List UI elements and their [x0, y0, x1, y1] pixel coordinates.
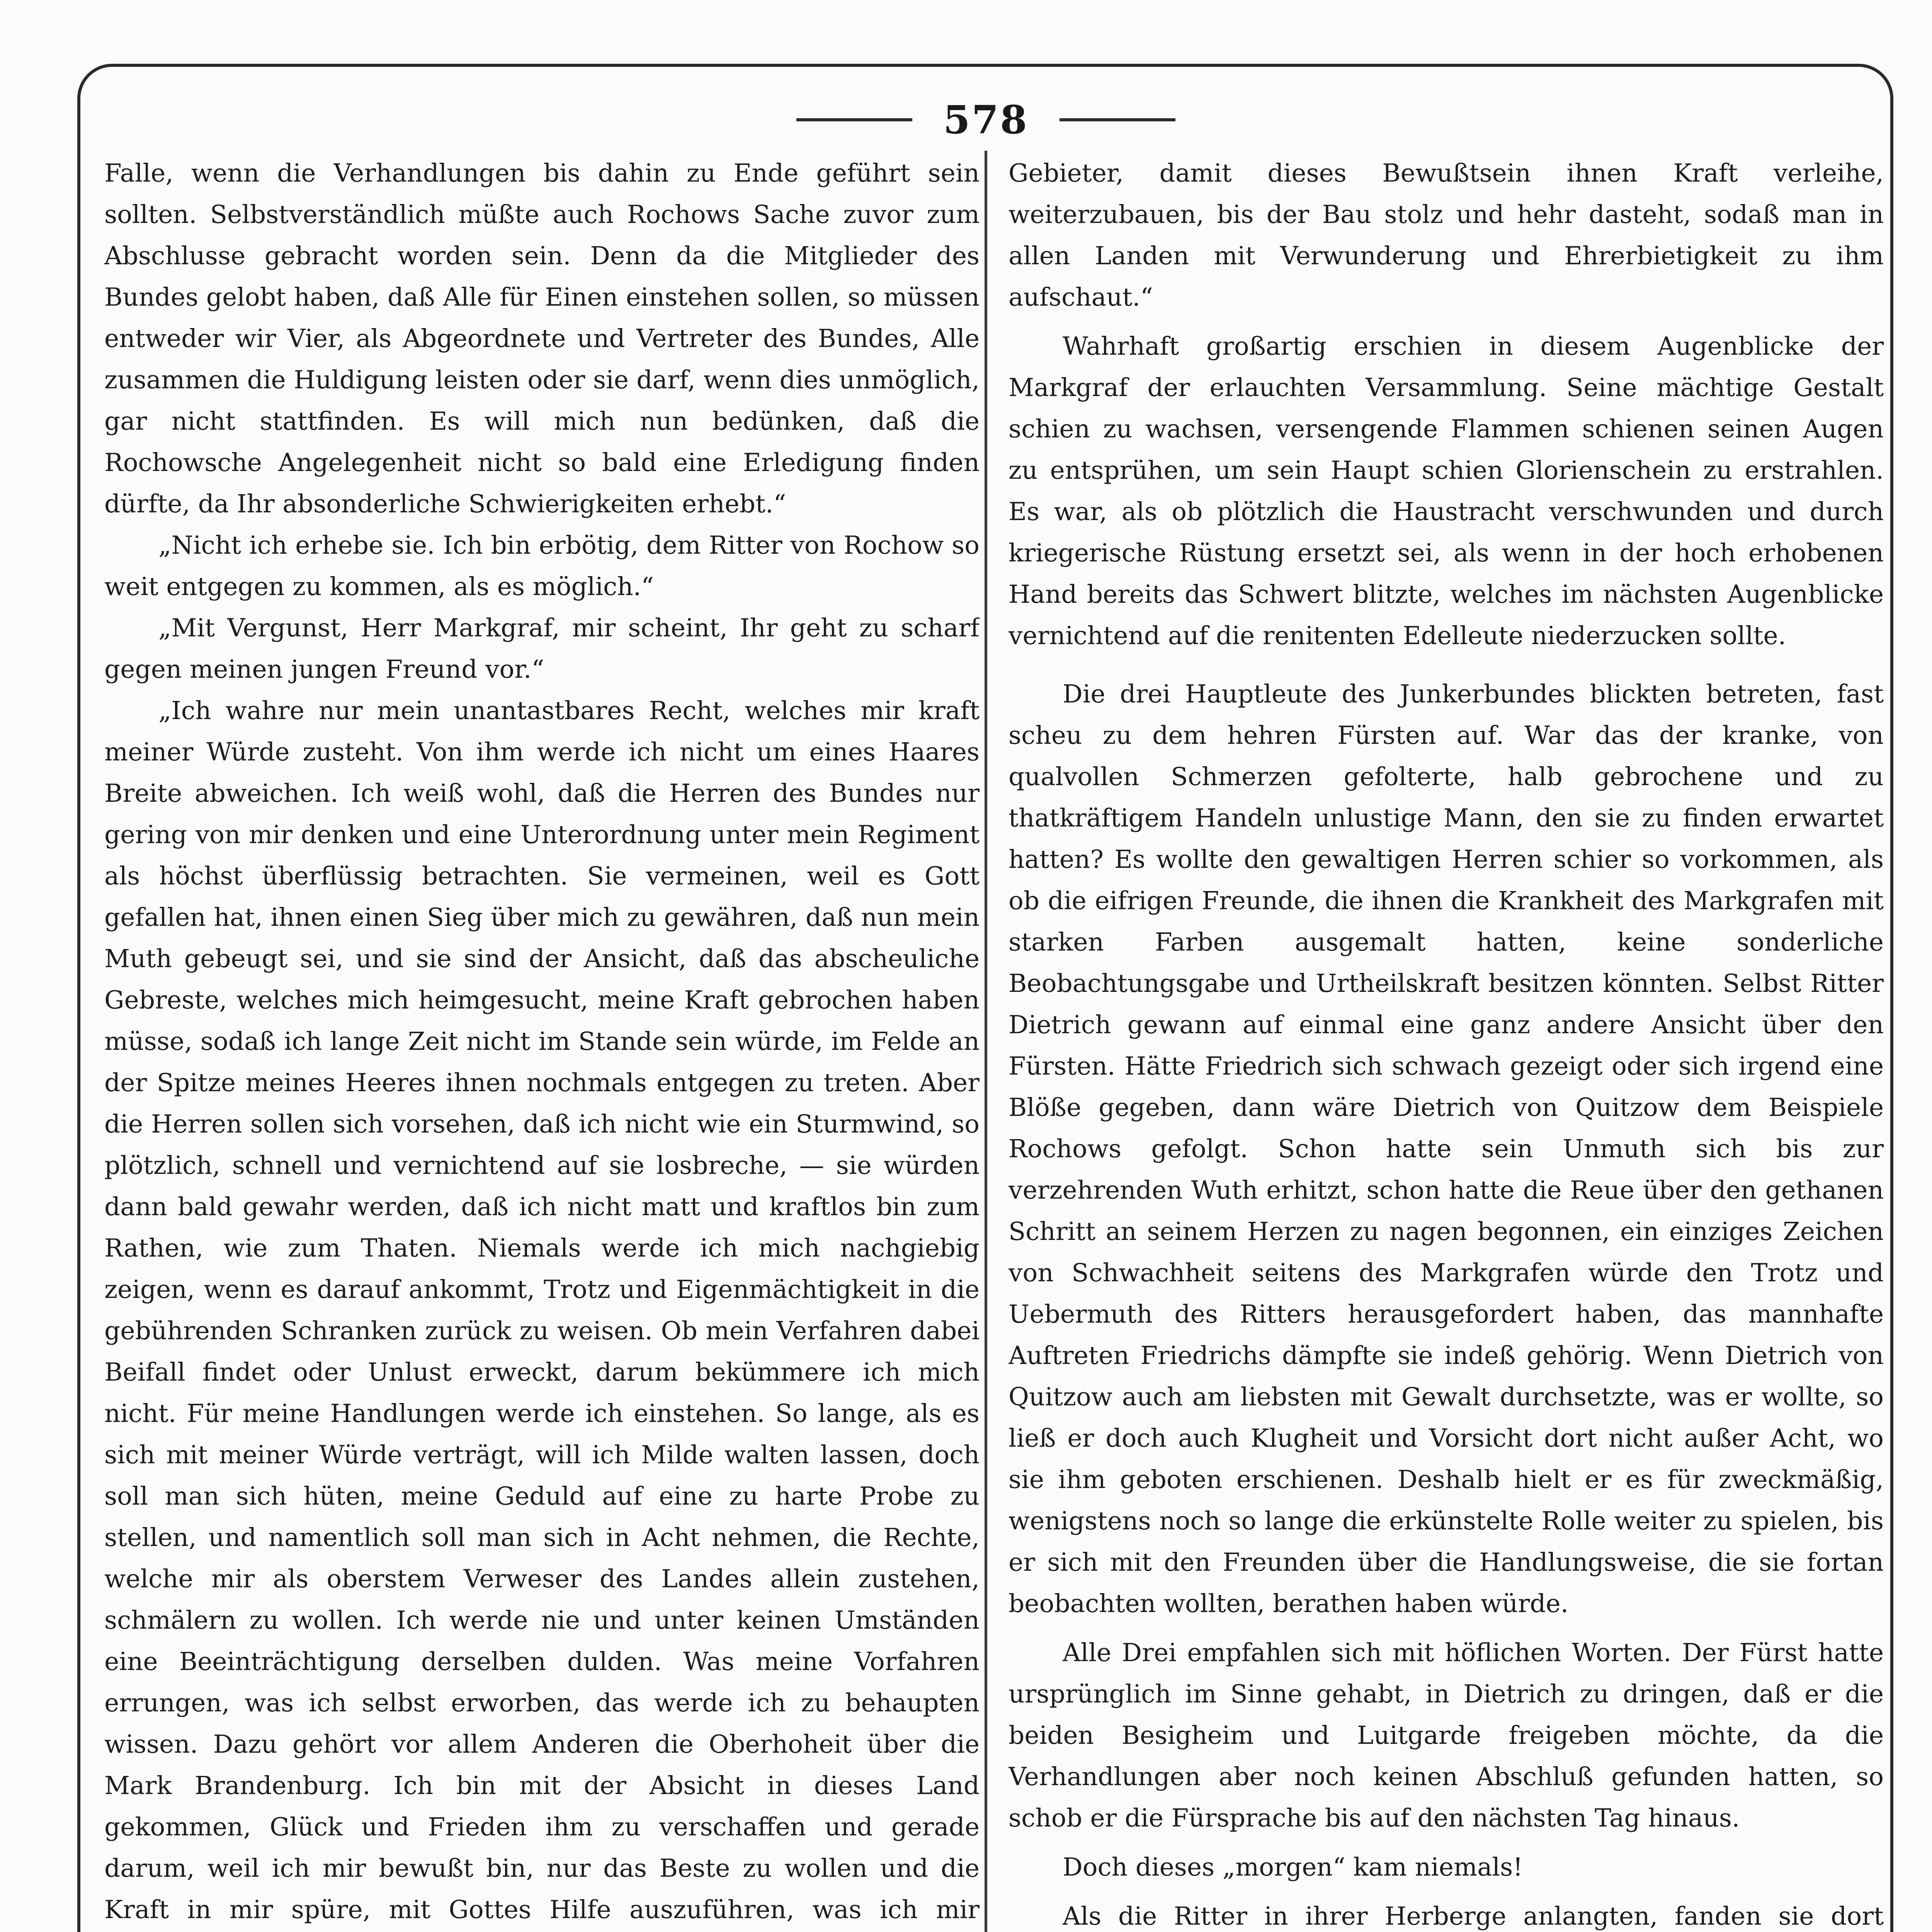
- left-column: [104, 153, 980, 1932]
- paragraph: Falle, wenn die Verhandlungen bis dahin zu Ende geführt sein sollten. Selbstverständlich müßte auch Rochows Sache zuvor zum Abschlusse gebracht worden sein. Denn da die Mitglieder des Bundes gelobt haben, daß Alle für Einen einstehen sollen, so müssen entweder wir Vier, als Abgeordnete und Vertreter des Bundes, Alle zusammen die Huldigung leisten oder sie darf, wenn dies unmöglich, gar nicht stattfinden. Es will mich nun bedünken, daß die Rochowsche Angelegenheit nicht so bald eine Erledigung finden dürfte, da Ihr absonderliche Schwierigkeiten erhebt.“: [104, 159, 980, 519]
- paragraph: Alle Drei empfahlen sich mit höflichen Worten. Der Fürst hatte ursprünglich im Sinne gehabt, in Dietrich zu dringen, daß er die beiden Besigheim und Luitgarde freigeben möchte, da die Verhandlungen aber noch keinen Abschluß gefunden hatten, so schob er die Fürsprache bis auf den nächsten Tag hinaus.: [1009, 1638, 1884, 1833]
- paragraph: „Mit Vergunst, Herr Markgraf, mir scheint, Ihr geht zu scharf gegen meinen jungen Freund vor.“: [104, 614, 980, 684]
- paragraph: Doch dieses „morgen“ kam niemals!: [1063, 1853, 1523, 1882]
- paragraph: Gebieter, damit dieses Bewußtsein ihnen Kraft verleihe, weiterzubauen, bis der Bau stolz und hehr dasteht, sodaß man in allen Landen mit Verwunderung und Ehrerbietigkeit zu ihm aufschaut.“: [1009, 159, 1884, 312]
- right-column: [1009, 153, 1884, 1932]
- paragraph: Die drei Hauptleute des Junkerbundes blickten betreten, fast scheu zu dem hehren Fürsten auf. War das der kranke, von qualvollen Schmerzen gefolterte, halb gebrochene und zu thatkräftigem Handeln unlustige Mann, den sie zu finden erwartet hatten? Es wollte den gewaltigen Herren schier so vorkommen, als ob die eifrigen Freunde, die ihnen die Krankheit des Markgrafen mit starken Farben ausgemalt hatten, keine sonderliche Beobachtungsgabe und Urtheilskraft besitzen könnten. Selbst Ritter Dietrich gewann auf einmal eine ganz andere Ansicht über den Fürsten. Hätte Friedrich sich schwach gezeigt oder sich irgend eine Blöße gegeben, dann wäre Dietrich von Quitzow dem Beispiele Rochows gefolgt. Schon hatte sein Unmuth sich bis zur verzehrenden Wuth erhitzt, schon hatte die Reue über den gethanen Schritt an seinem Herzen zu nagen begonnen, ein einziges Zeichen von Schwachheit seitens des Markgrafen würde den Trotz und Uebermuth des Ritters herausgefordert haben, das mannhafte Auftreten Friedrichs dämpfte sie indeß gehörig. Wenn Dietrich von Quitzow auch am liebsten mit Gewalt durchsetzte, was er wollte, so ließ er doch auch Klugheit und Vorsicht dort nicht außer Acht, wo sie ihm geboten erschienen. Deshalb hielt er es für zweckmäßig, wenigstens noch so lange die erkünstelte Rolle weiter zu spielen, bis er sich mit den Freunden über die Handlungsweise, die sie fortan beobachten wollten, berathen haben würde.: [1009, 680, 1884, 1618]
- column-divider: [985, 151, 987, 1932]
- page-header: [0, 87, 1932, 153]
- header-rule-right: [1060, 118, 1175, 121]
- paragraph: Wahrhaft großartig erschien in diesem Augenblicke der Markgraf der erlauchten Versammlung. Seine mächtige Gestalt schien zu wachsen, versengende Flammen schienen seinen Augen zu entsprühen, um sein Haupt schien Glorienschein zu erstrahlen. Es war, als ob plötzlich die Haustracht verschwunden und durch kriegerische Rüstung ersetzt sei, als wenn in der hoch erhobenen Hand bereits das Schwert blitzte, welches im nächsten Augenblicke vernichtend auf die renitenten Edelleute niederzucken sollte.: [1009, 332, 1884, 650]
- paragraph: „Nicht ich erhebe sie. Ich bin erbötig, dem Ritter von Rochow so weit entgegen zu kommen, als es möglich.“: [104, 531, 980, 601]
- paragraph: Als die Ritter in ihrer Herberge anlangten, fanden sie dort: [1063, 1902, 1884, 1931]
- paragraph: „Ich wahre nur mein unantastbares Recht, welches mir kraft meiner Würde zusteht. Von ihm werde ich nicht um eines Haares Breite abweichen. Ich weiß wohl, daß die Herren des Bundes nur gering von mir denken und eine Unterordnung unter mein Regiment als höchst überflüssig betrachten. Sie vermeinen, weil es Gott gefallen hat, ihnen einen Sieg über mich zu gewähren, daß nun mein Muth gebeugt sei, und sie sind der Ansicht, daß das abscheuliche Gebreste, welches mich heimgesucht, meine Kraft gebrochen haben müsse, sodaß ich lange Zeit nicht im Stande sein würde, im Felde an der Spitze meines Heeres ihnen nochmals entgegen zu treten. Aber die Herren sollen sich vorsehen, daß ich nicht wie ein Sturmwind, so plötzlich, schnell und vernichtend auf sie losbreche, — sie würden dann bald gewahr werden, daß ich nicht matt und kraftlos bin zum Rathen, wie zum Thaten. Niemals werde ich mich nachgiebig zeigen, wenn es darauf ankommt, Trotz und Eigenmächtigkeit in die gebührenden Schranken zurück zu weisen. Ob mein Verfahren dabei Beifall findet oder Unlust erweckt, darum bekümmere ich mich nicht. Für meine Handlungen werde ich einstehen. So lange, als es sich mit meiner Würde verträgt, will ich Milde walten lassen, doch soll man sich hüten, meine Geduld auf eine zu harte Probe zu stellen, und namentlich soll man sich in Acht nehmen, die Rechte, welche mir als oberstem Verweser des Landes allein zustehen, schmälern zu wollen. Ich werde nie und unter keinen Umständen eine Beeinträchtigung derselben dulden. Was meine Vorfahren errungen, was ich selbst erworben, das werde ich zu behaupten wissen. Dazu gehört vor allem Anderen die Oberhoheit über die Mark Brandenburg. Ich bin mit der Absicht in dieses Land gekommen, Glück und Frieden ihm zu verschaffen und gerade darum, weil ich mir bewußt bin, nur das Beste zu wollen und die Kraft in mir spüre, mit Gottes Hilfe auszuführen, was ich mir: [104, 696, 980, 1924]
- page-number: 578: [943, 97, 1029, 143]
- header-rule-left: [796, 118, 912, 121]
